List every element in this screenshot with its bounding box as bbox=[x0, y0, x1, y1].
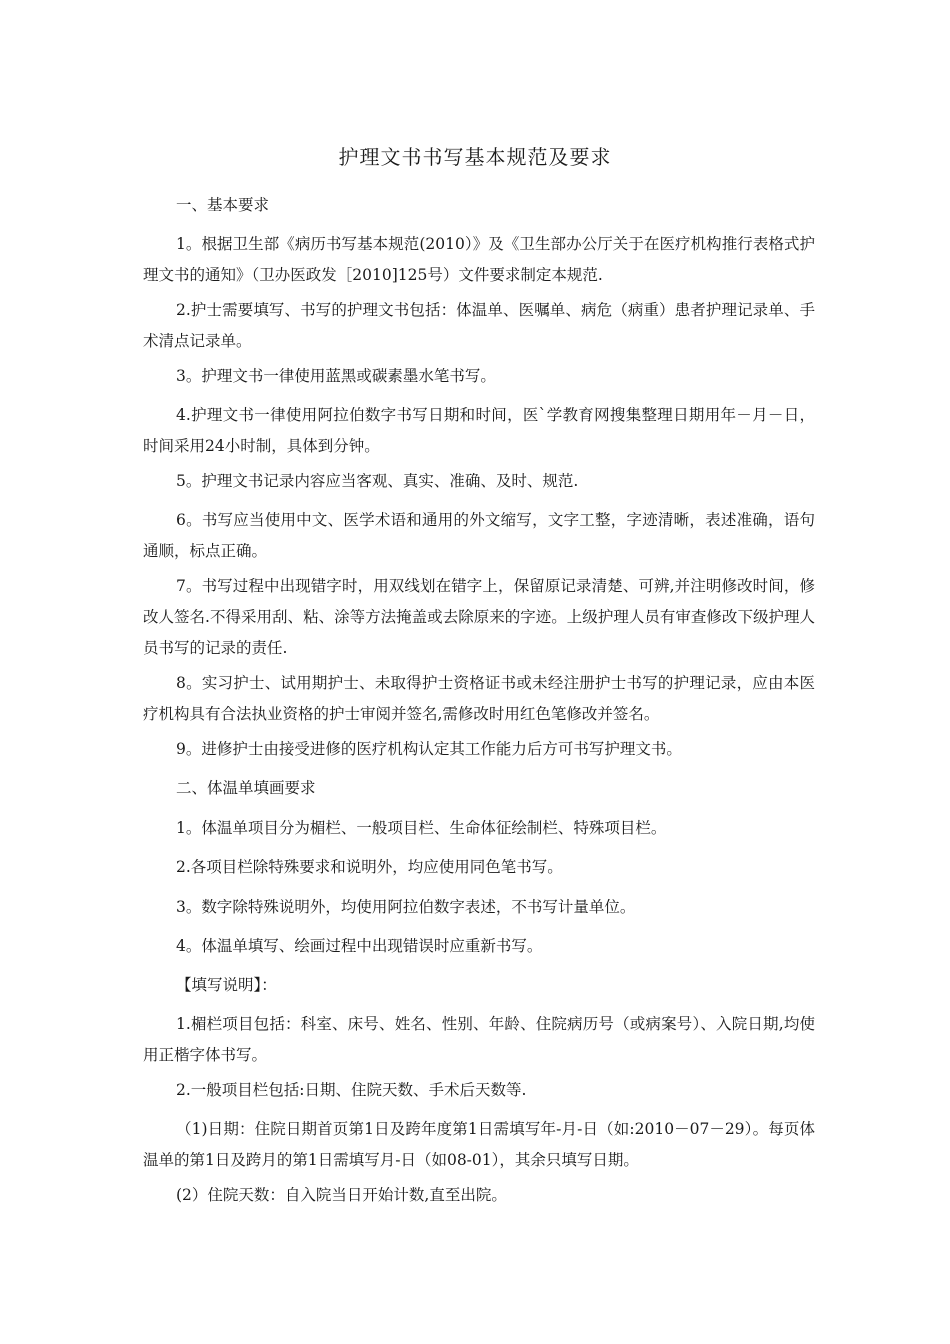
paragraph: (2）住院天数：自入院当日开始计数,直至出院。 bbox=[176, 1186, 507, 1204]
fill-instructions-heading: 【填写说明】： bbox=[176, 976, 277, 994]
paragraph: 1。体温单项目分为楣栏、一般项目栏、生命体征绘制栏、特殊项目栏。 bbox=[176, 819, 667, 837]
document-title: 护理文书书写基本规范及要求 bbox=[338, 145, 612, 169]
paragraph: （1)日期：住院日期首页第1日及跨年度第1日需填写年-月-日（如:2010－07－29）。每页体温单的第1日及跨月的第1日需填写月-日（如08-01），其余只填写日期。 bbox=[143, 1120, 815, 1169]
paragraph: 7。书写过程中出现错字时，用双线划在错字上，保留原记录清楚、可辨,并注明修改时间，修改人签名.不得采用刮、粘、涂等方法掩盖或去除原来的字迹。上级护理人员有审查修改下级护理人员书写的记录的责任. bbox=[143, 577, 815, 657]
section-heading-basic-requirements: 一、基本要求 bbox=[176, 196, 270, 214]
paragraph: 8。实习护士、试用期护士、未取得护士资格证书或未经注册护士书写的护理记录，应由本医疗机构具有合法执业资格的护士审阅并签名,需修改时用红色笔修改并签名。 bbox=[143, 674, 815, 723]
paragraph: 1。根据卫生部《病历书写基本规范(2010）》及《卫生部办公厅关于在医疗机构推行表格式护理文书的通知》（卫办医政发［2010]125号）文件要求制定本规范. bbox=[143, 235, 815, 284]
paragraph: 2.护士需要填写、书写的护理文书包括：体温单、医嘱单、病危（病重）患者护理记录单、手术清点记录单。 bbox=[143, 301, 815, 350]
paragraph: 6。书写应当使用中文、医学术语和通用的外文缩写，文字工整，字迹清晰，表述准确，语句通顺，标点正确。 bbox=[143, 511, 815, 560]
paragraph: 4.护理文书一律使用阿拉伯数字书写日期和时间，医`学教育网搜集整理日期用年－月－日，时间采用24小时制，具体到分钟。 bbox=[143, 406, 815, 455]
paragraph: 2.各项目栏除特殊要求和说明外，均应使用同色笔书写。 bbox=[176, 858, 563, 876]
paragraph: 9。进修护士由接受进修的医疗机构认定其工作能力后方可书写护理文书。 bbox=[176, 740, 682, 758]
paragraph: 2.一般项目栏包括:日期、住院天数、手术后天数等. bbox=[176, 1081, 527, 1099]
paragraph: 5。护理文书记录内容应当客观、真实、准确、及时、规范. bbox=[176, 472, 579, 490]
paragraph: 3。数字除特殊说明外，均使用阿拉伯数字表述，不书写计量单位。 bbox=[176, 898, 636, 916]
section-heading-temperature-chart: 二、体温单填画要求 bbox=[176, 779, 316, 797]
paragraph: 4。体温单填写、绘画过程中出现错误时应重新书写。 bbox=[176, 937, 543, 955]
paragraph: 3。护理文书一律使用蓝黑或碳素墨水笔书写。 bbox=[176, 367, 496, 385]
paragraph: 1.楣栏项目包括：科室、床号、姓名、性别、年龄、住院病历号（或病案号）、入院日期,均使用正楷字体书写。 bbox=[143, 1015, 815, 1064]
